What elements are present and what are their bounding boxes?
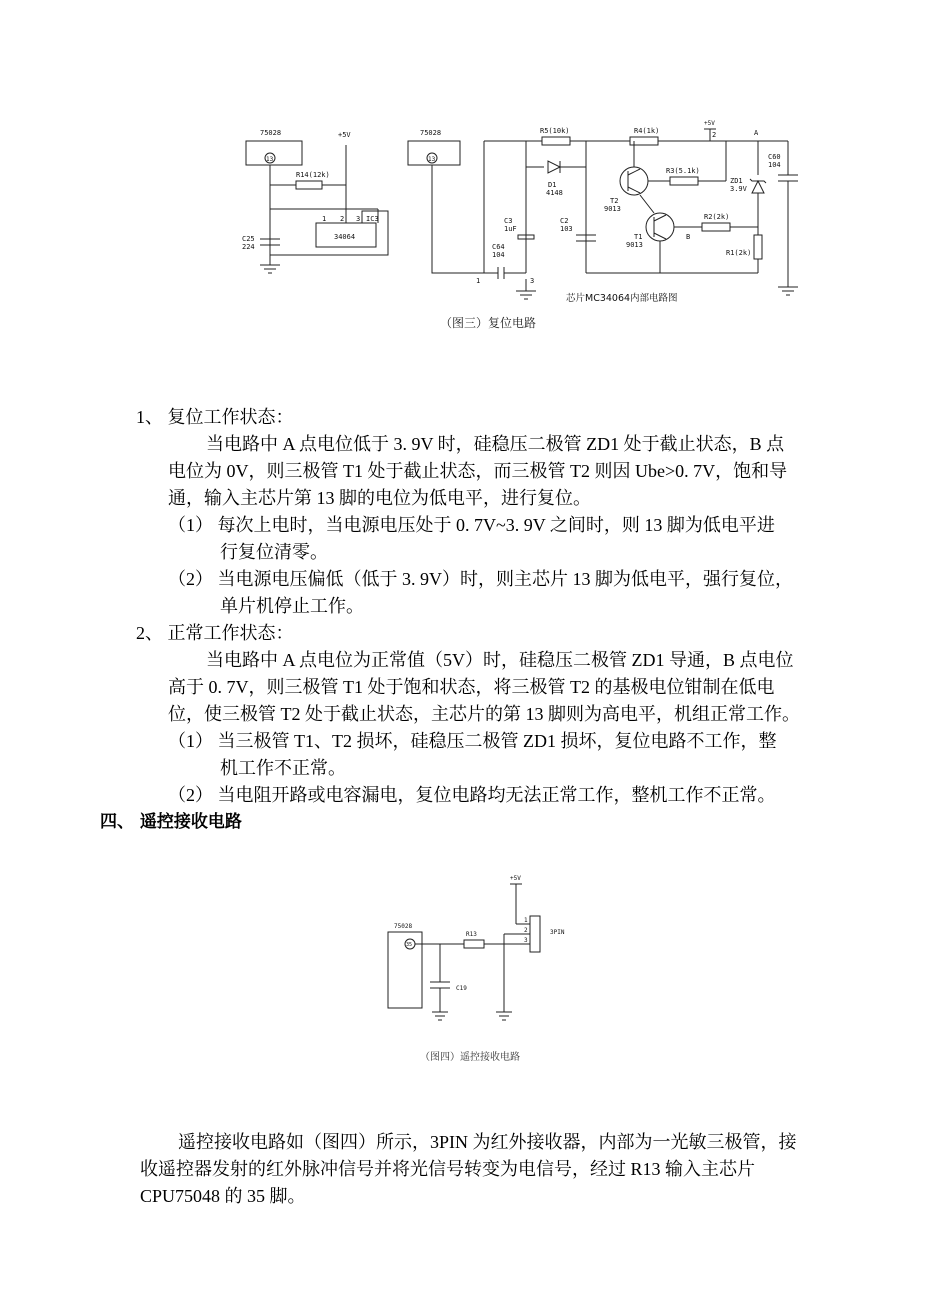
remote-para-line2: 收遥控器发射的红外脉冲信号并将光信号转变为电信号，经过 R13 输入主芯片: [140, 1159, 756, 1179]
fig3-r4-label: R4(1k): [634, 127, 660, 135]
fig3-c25-value: 224: [242, 243, 255, 251]
fig4-pin2: 2: [524, 927, 528, 934]
resistor-r13: [464, 940, 484, 948]
fig3-c3-value: 1uF: [504, 225, 517, 233]
fig3-t1-label: T1: [634, 233, 643, 241]
fig3-pin1: 1: [476, 277, 481, 285]
section-1-para-line3: 通，输入主芯片第 13 脚的电位为低电平，进行复位。: [168, 488, 591, 508]
fig3-pin2: 2: [712, 131, 717, 139]
section-2-para-line2: 高于 0. 7V，则三极管 T1 处于饱和状态，将三极管 T2 的基极电位钳制在低电: [168, 677, 775, 697]
fig3-zd1-label: ZD1: [730, 177, 743, 185]
fig4-pin1: 1: [524, 917, 528, 924]
section-1-item1-line1: （1） 每次上电时，当电源电压处于 0. 7V~3. 9V 之间时，则 13 脚为低电平进: [168, 515, 775, 535]
fig3-chip-right-label: 75028: [420, 129, 442, 137]
section-4-heading: 四、 遥控接收电路: [100, 812, 242, 832]
figure4-caption: （图四）遥控接收电路: [420, 1052, 520, 1063]
diode-d1: [548, 161, 560, 173]
fig3-c25-label: C25: [242, 235, 255, 243]
remote-receiver-diagram: [380, 872, 580, 1032]
fig3-c2-label: C2: [560, 217, 569, 225]
resistor-r3: [670, 177, 698, 185]
section-1-para-line1: 当电路中 A 点电位低于 3. 9V 时，硅稳压二极管 ZD1 处于截止状态，B 点: [206, 434, 785, 454]
section-1-title: 1、 复位工作状态：: [136, 407, 294, 427]
fig3-vcc2-label: +5V: [704, 120, 715, 127]
figure3-caption: （图三）复位电路: [440, 316, 537, 330]
receiver-3pin: [530, 916, 540, 952]
fig4-c19-label: C19: [456, 985, 467, 992]
section-1-para-line2: 电位为 0V，则三极管 T1 处于截止状态，而三极管 T2 则因 Ube>0. 7V，饱和导: [168, 461, 788, 481]
fig3-pin13-left: 13: [266, 156, 274, 163]
transistor-t2: [620, 167, 648, 195]
fig3-c64-value: 104: [492, 251, 505, 259]
fig3-node-b: B: [686, 233, 691, 241]
fig3-r2-label: R2(2k): [704, 213, 730, 221]
fig3-d1-label: D1: [548, 181, 557, 189]
reset-circuit-diagram: [230, 115, 820, 345]
fig3-ic-pin1: 1: [322, 215, 327, 223]
fig3-c2-value: 103: [560, 225, 573, 233]
fig3-r1-label: R1(2k): [726, 249, 752, 257]
fig4-pin3: 3: [524, 937, 528, 944]
fig3-zd1-value: 3.9V: [730, 185, 747, 193]
section-2-para-line1: 当电路中 A 点电位为正常值（5V）时，硅稳压二极管 ZD1 导通，B 点电位: [206, 650, 794, 670]
resistor-r14: [296, 181, 322, 189]
fig3-d1-value: 4148: [546, 189, 563, 197]
fig4-vcc-label: +5V: [510, 875, 521, 882]
fig3-ic-pin2: 2: [340, 215, 345, 223]
fig3-ic-label: IC3: [366, 215, 379, 223]
remote-para-line1: 遥控接收电路如（图四）所示，3PIN 为红外接收器，内部为一光敏三极管，接: [178, 1132, 797, 1152]
fig3-r5-label: R5(10k): [540, 127, 570, 135]
section-2-para-line3: 位，使三极管 T2 处于截止状态，主芯片的第 13 脚则为高电平，机组正常工作。: [168, 704, 800, 724]
fig3-t2-value: 9013: [604, 205, 621, 213]
remote-para-line3: CPU75048 的 35 脚。: [140, 1186, 306, 1206]
fig3-r14-label: R14(12k): [296, 171, 330, 179]
fig3-t1-value: 9013: [626, 241, 643, 249]
resistor-r5: [542, 137, 570, 145]
fig4-pin-label: 35: [406, 942, 413, 948]
section-2-item1-line2: 机工作不正常。: [220, 758, 346, 778]
fig3-c3-label: C3: [504, 217, 513, 225]
zener-zd1: [752, 181, 764, 193]
fig3-vcc-label: +5V: [338, 131, 351, 139]
section-1-item1-line2: 行复位清零。: [220, 542, 328, 562]
fig3-ic-name: 34064: [334, 233, 356, 241]
fig3-pin13-right: 13: [428, 156, 436, 163]
fig3-inner-caption: 芯片MC34064内部电路图: [566, 293, 678, 304]
resistor-r2: [702, 223, 730, 231]
fig3-c60-value: 104: [768, 161, 781, 169]
fig4-r13-label: R13: [466, 931, 477, 938]
fig3-c64-label: C64: [492, 243, 505, 251]
section-2-title: 2、 正常工作状态：: [136, 623, 294, 643]
section-2-item2-line1: （2） 当电阻开路或电容漏电，复位电路均无法正常工作，整机工作不正常。: [168, 785, 776, 805]
fig3-r3-label: R3(5.1k): [666, 167, 700, 175]
fig4-conn-label: 3PIN: [550, 929, 565, 936]
section-1-item2-line2: 单片机停止工作。: [220, 596, 364, 616]
fig3-c60-label: C60: [768, 153, 781, 161]
fig3-pin3: 3: [530, 277, 535, 285]
transistor-t1: [646, 213, 674, 241]
section-1-item2-line1: （2） 当电源电压偏低（低于 3. 9V）时，则主芯片 13 脚为低电平，强行复位，: [168, 569, 793, 589]
fig3-chip-left-label: 75028: [260, 129, 282, 137]
fig3-node-a: A: [754, 129, 759, 137]
fig3-ic-pin3: 3: [356, 215, 361, 223]
section-2-item1-line1: （1） 当三极管 T1、T2 损坏，硅稳压二极管 ZD1 损坏，复位电路不工作，整: [168, 731, 777, 751]
resistor-r1: [754, 235, 762, 259]
fig3-t2-label: T2: [610, 197, 619, 205]
fig4-chip-label: 75028: [394, 923, 413, 930]
